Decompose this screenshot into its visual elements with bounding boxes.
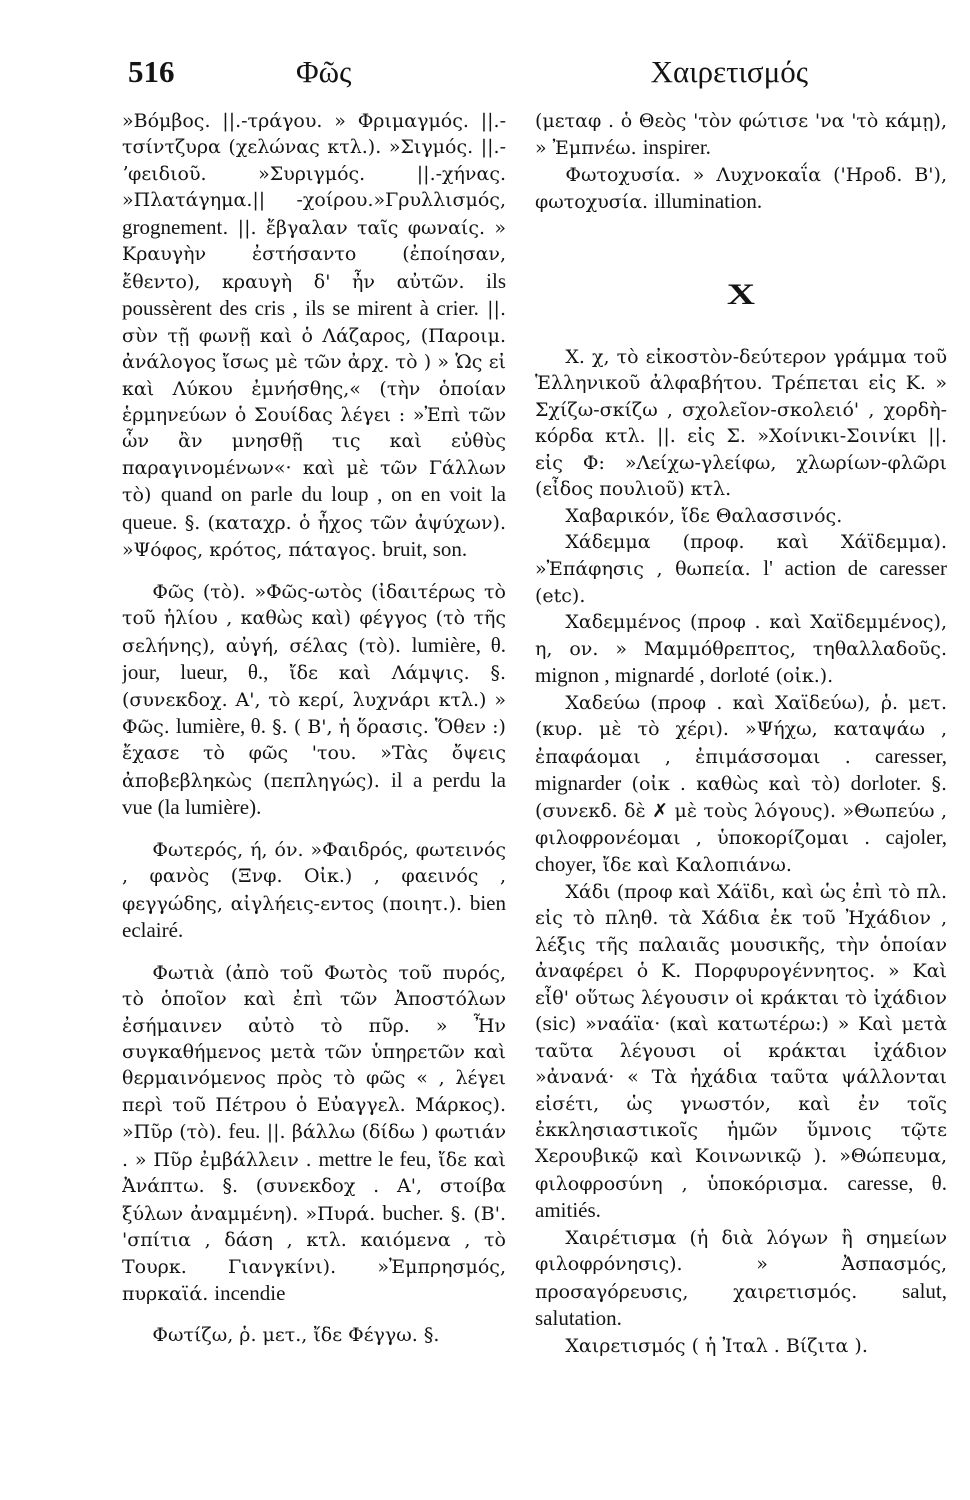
entry-continuation xyxy=(122,108,506,564)
entry-chademmenos xyxy=(535,609,947,689)
entry-chademma xyxy=(535,529,947,609)
entry-text: Χ. χ, τὸ εἰκοστὸν-δεύτερον γράμμα τοῦ Ἑλληνικοῦ ἀλφαβήτου. Τρέπεται εἰς Κ. » Σχίζω-σκίζω , σχολεῖον-σκολειό' , χορδὴ-κόρδα κτλ. ||. εἰς Σ. »Χοίνικι-Σοινίκι ||. εἰς Φ: »Λείχω-γλείφω, χλωρίων-φλῶρι (εἶδος πουλιοῦ) κτλ. xyxy=(535,345,947,501)
french-gloss: l' action de caresser xyxy=(763,556,947,581)
french-gloss: ils poussèrent des cris , ils se mirent à crier. xyxy=(122,268,506,321)
french-gloss: il a perdu la vue (la lumière). xyxy=(122,767,506,820)
french-gloss: bien eclairé. xyxy=(122,890,506,943)
entry-chavarikon xyxy=(535,503,947,529)
entry-fotizo xyxy=(122,1322,506,1348)
french-gloss: mignon , mignardé , dorloté xyxy=(535,663,770,688)
entry-text: Φωτοχυσία. » Λυχνοκαΐα ('Ηροδ. Β'), φωτοχυσία. xyxy=(535,163,947,214)
entry-text: Χάδεμμα (προφ. καὶ Χάϊδεμμα). »Ἐπάφησις , θωπεία. xyxy=(535,530,947,581)
entry-text: Χαιρετισμός ( ἡ Ἰταλ . Βίζιτα ). xyxy=(565,1334,868,1357)
entry-text: Χάδι (προφ καὶ Χάϊδι, καὶ ὡς ἐπὶ τὸ πλ. εἰς τὸ πληθ. τὰ Χάδια ἐκ τοῦ Ἠχάδιον , λέξις τῆς παλαιᾶς μουσικῆς, τὴν ὁποίαν ἀναφέρει ὁ Κ. Πορφυρογέννητος. » Καὶ εἶθ' οὕτως λέγουσιν οἱ κράκται τὸ ἰχάδιον (sic) »ναάϊα· (καὶ κατωτέρω:) » Καὶ μετὰ ταῦτα λέγουσι οἱ κράκται ἰχάδιον »ἀνανά· « Τὰ ἠχάδια ταῦτα ψάλλονται εἰσέτι, ὡς γνωστόν, καὶ ἐν τοῖς ἐκκλησιαστικοῖς ἡμῶν ὕμνοις τῷτε Χερουβικῷ καὶ Κοινωνικῷ ). »Θώπευμα, φιλοφροσύνη , ὑποκόρισμα. xyxy=(535,880,947,1195)
french-gloss: lumière, θ. xyxy=(175,713,266,738)
entry-text: Φῶς (τὸ). »Φῶς-ωτὸς (ἰδαιτέρως τὸ τοῦ ἡλίου , καθὼς καὶ) φέγγος (τὸ τῆς σελήνης), αὐγή, σέλας (τὸ). xyxy=(122,580,506,657)
entry-text: . ||. ἔβγαλαν ταῖς φωναίς. » Κραυγὴν ἐστήσαντο (ἐποίησαν, ἔθεντο), κραυγὴ δ' ἦν αὐτῶν. xyxy=(122,216,506,293)
french-gloss: mettre le feu, xyxy=(318,1146,432,1171)
entry-text: §. ( Β', ἡ ὅρασις. Ὅθεν :) ἔχασε τὸ φῶς 'του. »Τὰς ὄψεις ἀποβεβληκὼς (πεπληγώς). xyxy=(122,715,506,792)
french-gloss: bruit, son. xyxy=(382,537,468,562)
french-gloss: caresse, θ. amitiés. xyxy=(535,1170,947,1223)
french-gloss: illumination. xyxy=(654,189,763,214)
entry-text: ||. βάλλω (δίδω ) φωτιάν . » Πῦρ ἐμβάλλειν . xyxy=(122,1121,506,1171)
entry-chi xyxy=(535,344,947,503)
entry-text: (οἰκ.). xyxy=(775,665,834,688)
french-gloss: quand on parle du loup , on en voit la queue. xyxy=(122,482,506,534)
entry-chadi xyxy=(535,879,947,1225)
entry-text: (οἰκ . καθὼς καὶ τὸ) xyxy=(631,773,841,796)
left-headword: Φῶς xyxy=(296,54,352,89)
entry-text: (etc). xyxy=(535,584,586,607)
entry-text: (μεταφ . ὁ Θεὸς 'τὸν φώτισε 'να 'τὸ κάμῃ), » Ἐμπνέω. xyxy=(535,110,947,160)
right-headword: Χαιρετισμός xyxy=(650,54,808,89)
page-number: 516 xyxy=(128,54,175,89)
right-column xyxy=(535,108,947,1440)
entry-text: §. (Β'. 'σπίτια , δάση , κτλ. καιόμενα , τὸ Τουρκ. Γιανγκίνι). »Ἐμπρησμός, πυρκαϊά. xyxy=(122,1202,506,1306)
french-gloss: incendie xyxy=(214,1281,286,1306)
entry-text: Φωτιὰ (ἀπὸ τοῦ Φωτὸς τοῦ πυρός, τὸ ὁποῖον καὶ ἐπὶ τῶν Ἀποστόλων ἐσήμαινεν αὐτὸ τὸ πῦρ. » Ἦν συγκαθήμενος μετὰ τῶν ὑπηρετῶν καὶ θερμαινόμενος πρὸς τὸ φῶς « , λέγει περὶ τοῦ Πέτρου ὁ Εὐαγγελ. Μάρκος). »Πῦρ (τὸ). xyxy=(122,961,506,1144)
entry-fotia xyxy=(122,960,506,1308)
french-gloss: grognement xyxy=(122,214,223,239)
entry-text: §. (συνεκδ. δὲ ✗ μὲ τοὺς λόγους). »Θωπεύω , φιλοφρονέομαι , ὑποκορίζομαι . xyxy=(535,773,947,849)
section-letter: X xyxy=(726,277,756,311)
french-gloss: salut, salutation. xyxy=(535,1278,947,1331)
entry-text: Χαβαρικόν, ἴδε Θαλασσινός. xyxy=(565,504,843,527)
entry-text: Χαδεύω (προφ . καὶ Χαϊδεύω), ῥ. μετ. (κυρ. μὲ τὸ χέρι). »Ψήχω, καταψάω , ἐπαφάομαι , ἐπιμάσσομαι . xyxy=(535,691,947,768)
page-header xyxy=(0,50,970,100)
french-gloss: lumière, θ. jour, lueur, θ., xyxy=(122,632,506,685)
french-gloss: inspirer. xyxy=(642,135,711,160)
left-column xyxy=(122,108,506,1440)
french-gloss: bucher. xyxy=(382,1200,444,1225)
entry-text: Χαδεμμένος (προφ . καὶ Χαϊδεμμένος), η, ον. » Μαμμόθρεπτος, τηθαλλαδοῦς. xyxy=(535,611,947,660)
entry-foteros xyxy=(122,837,506,945)
french-gloss: caresser, mignarder xyxy=(535,743,947,796)
entry-text: »Βόμβος. ||.-τράγου. » Φριμαγμός. ||.-τσίντζυρα (χελώνας κτλ.). »Σιγμός. ||.-ʼφειδιοῦ. »Συριγμός. ||.-χήνας. »Πλατάγημα.|| -χοίρου.»Γρυλλισμός, xyxy=(122,110,506,212)
entry-text: ἴδε καὶ Ἀνάπτω. §. (συνεκδοχ . Α', στοίβα ξύλων ἀναμμένη). »Πυρά. xyxy=(122,1148,506,1225)
entry-text: ||. σὺν τῇ φωνῇ καὶ ὁ Λάζαρος, (Παροιμ. ἀνάλογος ἴσως μὲ τῶν ἀρχ. τὸ ) » Ὡς εἰ καὶ Λύκου ἐμνήσθης,« (τὴν ὁποίαν ἑρμηνεύων ὁ Σουίδας λέγει : »Ἐπὶ τῶν ὧν ἂν μνησθῇ τις καὶ εὐθὺς παραγινομένων«· καὶ μὲ τῶν Γάλλων τὸ) xyxy=(122,298,506,507)
french-gloss: cajoler, choyer, xyxy=(535,824,947,877)
entry-fos xyxy=(122,579,506,822)
entry-chairetismos xyxy=(535,1333,947,1359)
french-gloss: dorloter. xyxy=(850,771,922,796)
entry-text: §. (καταχρ. ὁ ἦχος τῶν ἀψύχων). »Ψόφος, κρότος, πάταγος. xyxy=(122,511,506,562)
entry-text: ἴδε καὶ Καλοπιάνω. xyxy=(602,854,792,877)
entry-chairetisma xyxy=(535,1225,947,1333)
entry-continuation xyxy=(535,108,947,162)
entry-text: Φωτίζω, ῥ. μετ., ἴδε Φέγγω. §. xyxy=(152,1324,440,1347)
entry-text: Χαιρέτισμα (ἡ διὰ λόγων ἢ σημείων φιλοφρόνησις). » Ἀσπασμός, προσαγόρευσις, χαιρετισμός. xyxy=(535,1226,947,1303)
entry-chadevo xyxy=(535,690,947,879)
entry-text: Φωτερός, ή, όν. »Φαιδρός, φωτεινός , φανὸς (Ξνφ. Οἰκ.) , φαεινός , φεγγώδης, αἰγλήεις-εντος (ποιητ.). xyxy=(122,838,506,915)
french-gloss: feu. xyxy=(228,1119,261,1144)
entry-text: ἴδε καὶ Λάμψις. §. (συνεκδοχ. Α', τὸ κερί, λυχνάρι κτλ.) » Φῶς. xyxy=(122,662,506,738)
entry-fotochysia xyxy=(535,162,947,216)
